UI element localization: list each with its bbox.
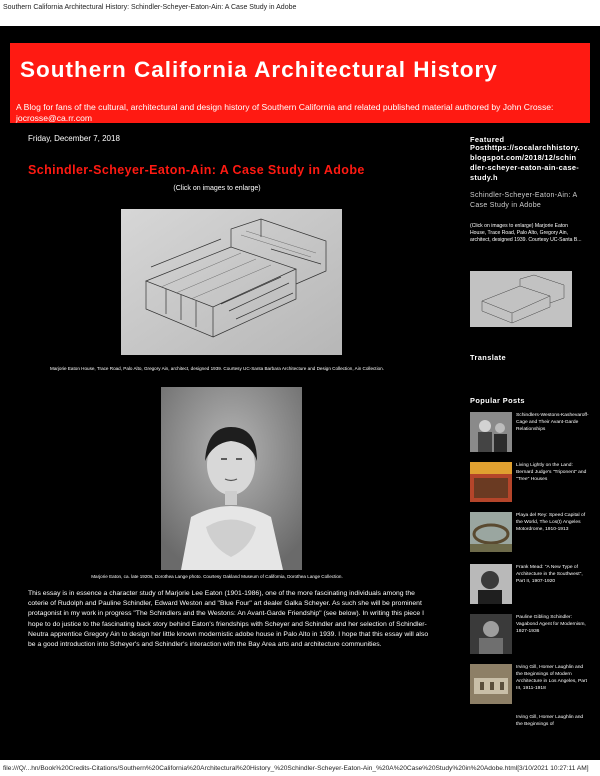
popular-posts-heading: Popular Posts xyxy=(470,396,525,405)
featured-post-snippet: (Click on images to enlarge) Marjorie Eaton House, Trace Road, Palo Alto, Gregory Ain, architect, designed 1939. Courtesy UC-Santa B... xyxy=(470,223,582,244)
figure-caption: Marjorie Eaton House, Trace Road, Palo Alto, Gregory Ain, architect, designed 1939. Courtesy UC-Santa Barbara Architecture and Design Collection, Ain Collection. xyxy=(50,366,384,371)
popular-post-item[interactable] xyxy=(470,614,590,664)
architectural-drawing-graphic xyxy=(121,209,342,355)
house-drawing-image[interactable] xyxy=(121,209,342,355)
post-title-link[interactable]: Schindler-Scheyer-Eaton-Ain: A Case Study in Adobe xyxy=(28,163,365,177)
post-body-paragraph: This essay is in essence a character study of Marjorie Lee Eaton (1901-1986), one of the more fascinating individuals among the coterie of Rudolph and Pauline Schindler, Edward Weston and "Blue Four" art dealer Galka Scheyer. As such she will be prominent protagonist in my work in progress "The Schindlers and the Westons: An Avant-Garde Friendship" (see below). In writing this piece I hope to do justice to the fascinating back story behind Eaton's friendships with Scheyer and Schindler and her selection of Schindler-Neutra apprentice Gregory Ain to design her little known modernistic adobe house in Palo Alto in 1939. I hope that this essay will also be a good introduction into Scheyer's and Schindler's interaction with the Bay Area arts and architecture communities. xyxy=(28,590,429,649)
featured-post-link[interactable]: Posthttps://socalarchhistory.blogspot.com/2018/12/schindler-scheyer-eaton-ain-case-study.h xyxy=(470,143,580,182)
figure-caption: Marjorie Eaton, ca. late 1920s, Dorothea Lange photo. Courtesy Oakland Museum of California, Dorothea Lange Collection. xyxy=(91,574,343,579)
popular-post-title[interactable]: Pauline Gibling Schindler: Vagabond Agent for Modernism, 1927-1936 xyxy=(516,615,586,634)
popular-post-title[interactable]: Irving Gill, Homer Laughlin and the Beginnings of xyxy=(516,715,584,727)
popular-post-item[interactable] xyxy=(470,512,590,562)
popular-post-item[interactable] xyxy=(470,564,590,614)
popular-post-thumbnail xyxy=(470,412,512,452)
blog-title-link[interactable]: Southern California Architectural History xyxy=(20,57,498,82)
popular-post-title[interactable]: Living Lightly on the Land: Bernard Judge's "Triponent" and "Tree" Houses xyxy=(516,463,587,482)
featured-drawing-thumbnail xyxy=(470,271,572,327)
popular-post-title[interactable]: Playa del Rey: Speed Capital of the World, The Los(t) Angeles Motordrome, 1910-1913 xyxy=(516,513,586,532)
popular-post-title[interactable]: Schindlers-Westons-Kashevaroff-Cage and Their Avant-Garde Relationships xyxy=(516,413,589,432)
popular-post-thumbnail xyxy=(470,564,512,604)
translate-heading: Translate xyxy=(470,353,507,362)
popular-post-title[interactable]: Irving Gill, Homer Laughlin and the Beginnings of Modern Architecture in Los Angeles, Part III, 1911-1918 xyxy=(516,665,587,691)
portrait-graphic xyxy=(161,387,302,570)
portrait-photo-image[interactable] xyxy=(161,387,302,570)
blog-description: A Blog for fans of the cultural, architectural and design history of Southern California and related published material authored by John Crosse: jocrosse@ca.rr.com xyxy=(16,102,554,123)
post-note: (Click on images to enlarge) xyxy=(173,185,261,192)
print-header: Southern California Architectural History: Schindler-Scheyer-Eaton-Ain: A Case Study in Adobe xyxy=(3,4,297,11)
popular-post-item[interactable] xyxy=(470,664,590,714)
featured-post-title[interactable]: Schindler-Scheyer-Eaton-Ain: A Case Study in Adobe xyxy=(470,192,578,209)
popular-post-thumbnail xyxy=(470,462,512,502)
popular-post-thumbnail xyxy=(470,512,512,552)
popular-post-item[interactable] xyxy=(470,412,590,462)
blog-header-banner xyxy=(10,43,590,123)
popular-post-item[interactable] xyxy=(470,714,590,764)
featured-heading: Featured xyxy=(470,135,505,144)
blog-page xyxy=(0,26,600,760)
featured-post-image[interactable] xyxy=(470,271,572,327)
post-date: Friday, December 7, 2018 xyxy=(28,134,120,143)
popular-post-title[interactable]: Frank Mead: "A New Type of Architecture in the Southwest", Part II, 1907-1920 xyxy=(516,565,583,584)
print-footer: file:///Q/...hn/Book%20Credits-Citations/Southern%20California%20Architectural%20History_%20Schindler-Scheyer-Eaton-Ain_%20A%20Case%20Study%20in%20Adobe.html[3/10/2021 10:27:11 AM] xyxy=(3,765,589,772)
popular-post-thumbnail xyxy=(470,664,512,704)
popular-post-item[interactable] xyxy=(470,462,590,512)
popular-post-thumbnail xyxy=(470,614,512,654)
